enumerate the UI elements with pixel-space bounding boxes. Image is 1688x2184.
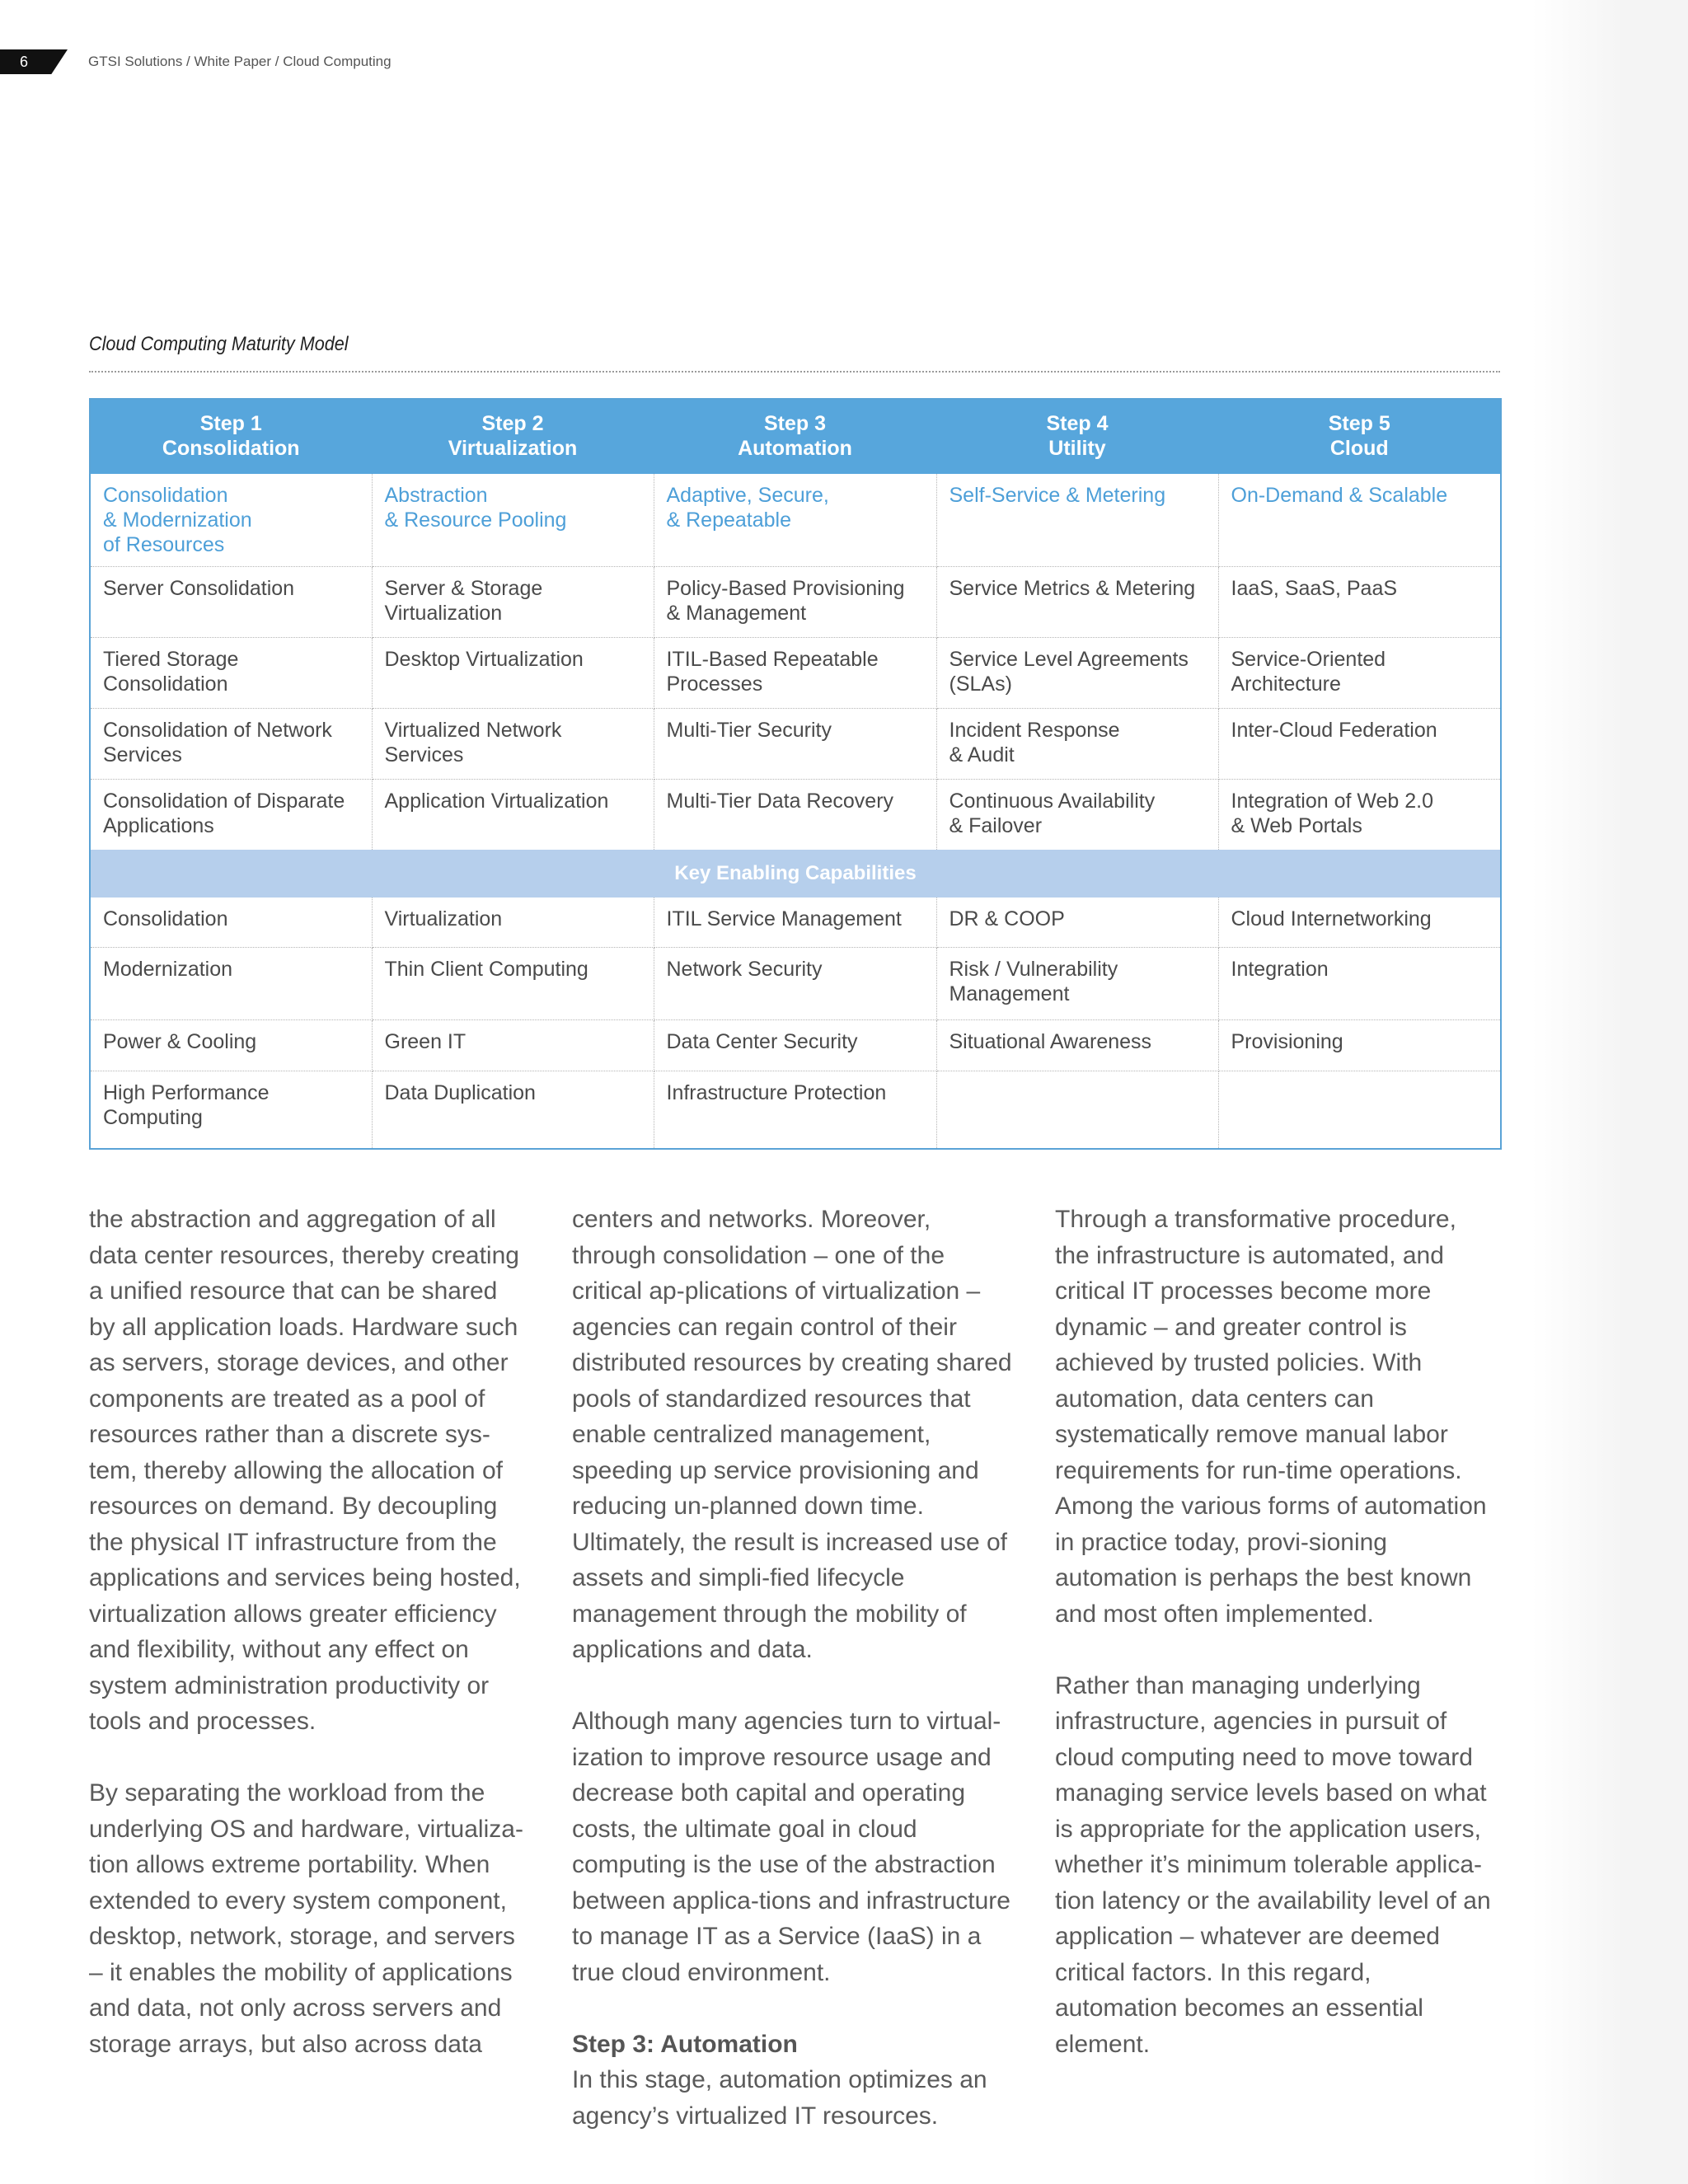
table-cell: Incident Response & Audit: [936, 708, 1218, 779]
table-cell: Service-Oriented Architecture: [1218, 637, 1501, 708]
theme-cell: Abstraction & Resource Pooling: [372, 473, 654, 566]
table-cell: Continuous Availability & Failover: [936, 779, 1218, 850]
table-cell: IaaS, SaaS, PaaS: [1218, 566, 1501, 637]
key-capabilities-label: Key Enabling Capabilities: [90, 851, 1501, 898]
table-cell: Multi-Tier Security: [654, 708, 936, 779]
table-cell: Tiered Storage Consolidation: [90, 637, 372, 708]
caption-divider: [89, 371, 1500, 373]
capability-row: [90, 948, 1501, 1020]
page-number-tab: [0, 49, 68, 74]
theme-cell: Adaptive, Secure, & Repeatable: [654, 473, 936, 566]
table-cell: Service Metrics & Metering: [936, 566, 1218, 637]
section-subhead: Step 3: Automation: [572, 2030, 798, 2058]
page-number: 6: [20, 54, 29, 70]
body-column-3: [1055, 1202, 1496, 2062]
capability-cell: [936, 1071, 1218, 1149]
capability-cell: Provisioning: [1218, 1020, 1501, 1071]
paragraph-text: In this stage, automation optimizes an agency’s virtualized IT resources.: [572, 2066, 987, 2130]
capability-cell: [1218, 1071, 1501, 1149]
paragraph: Through a transformative procedure, the infrastructure is automated, and critical IT processes become more dynamic – and greater control is achieved by trusted policies. With automation, data centers can systematically remove manual labor requirements for run-time operations. Among the various forms of automation in practice today, provi-sioning automation is perhaps the best known and most often implemented.: [1055, 1206, 1487, 1628]
body-column-1: [89, 1202, 530, 2062]
capability-cell: Risk / Vulnerability Management: [936, 948, 1218, 1020]
capability-cell: High Performance Computing: [90, 1071, 372, 1149]
table-row: [90, 637, 1501, 708]
capability-cell: ITIL Service Management: [654, 898, 936, 948]
body-column-2: [572, 1202, 1013, 2134]
table-row: [90, 708, 1501, 779]
page-edge-shade: [1531, 0, 1688, 2184]
capability-cell: Situational Awareness: [936, 1020, 1218, 1071]
table-row: [90, 566, 1501, 637]
key-capabilities-row: [90, 851, 1501, 898]
theme-row: [90, 473, 1501, 566]
capability-row: [90, 898, 1501, 948]
table-cell: Virtualized Network Services: [372, 708, 654, 779]
capability-row: [90, 1071, 1501, 1149]
capability-cell: Green IT: [372, 1020, 654, 1071]
table-cell: Server Consolidation: [90, 566, 372, 637]
capability-cell: Network Security: [654, 948, 936, 1020]
table-cell: Inter-Cloud Federation: [1218, 708, 1501, 779]
figure-caption: Cloud Computing Maturity Model: [89, 333, 349, 355]
table-cell: Server & Storage Virtualization: [372, 566, 654, 637]
capability-cell: Cloud Internetworking: [1218, 898, 1501, 948]
capability-cell: Data Center Security: [654, 1020, 936, 1071]
capability-row: [90, 1020, 1501, 1071]
table-cell: Application Virtualization: [372, 779, 654, 850]
paragraph: By separating the workload from the underlying OS and hardware, virtualiza-tion allows extreme portability. When extended to every system component, desktop, network, storage, and servers – it enables the mobility of applications and data, not only across servers and storage arrays, but also across data: [89, 1779, 523, 2058]
capability-cell: Virtualization: [372, 898, 654, 948]
step-header: Step 2 Virtualization: [372, 399, 654, 473]
table-cell: Service Level Agreements (SLAs): [936, 637, 1218, 708]
table-cell: Policy-Based Provisioning & Management: [654, 566, 936, 637]
step-header: Step 3 Automation: [654, 399, 936, 473]
table-cell: Consolidation of Disparate Applications: [90, 779, 372, 850]
capability-cell: DR & COOP: [936, 898, 1218, 948]
paragraph: centers and networks. Moreover, through consolidation – one of the critical ap-plications of virtualization – agencies can regain control of their distributed resources by creating shared pools of standardized resources that enable centralized management, speeding up service provisioning and reducing un-planned down time. Ultimately, the result is increased use of assets and simpli-fied lifecycle management through the mobility of applications and data.: [572, 1206, 1012, 1663]
theme-cell: Consolidation & Modernization of Resources: [90, 473, 372, 566]
maturity-model-table: [89, 398, 1502, 1150]
paragraph: Rather than managing underlying infrastructure, agencies in pursuit of cloud computing need to move toward managing service levels based on what is appropriate for the application users, whether it’s minimum tolerable applica-tion latency or the availability level of an application – whatever are deemed critical factors. In this regard, automation becomes an essential element.: [1055, 1671, 1491, 2058]
table-cell: Multi-Tier Data Recovery: [654, 779, 936, 850]
paragraph-with-subhead: [572, 2027, 1013, 2135]
table-cell: ITIL-Based Repeatable Processes: [654, 637, 936, 708]
step-header: Step 5 Cloud: [1218, 399, 1501, 473]
capability-cell: Data Duplication: [372, 1071, 654, 1149]
table-cell: Consolidation of Network Services: [90, 708, 372, 779]
capability-cell: Infrastructure Protection: [654, 1071, 936, 1149]
capability-cell: Power & Cooling: [90, 1020, 372, 1071]
table-row: [90, 779, 1501, 850]
theme-cell: On-Demand & Scalable: [1218, 473, 1501, 566]
table-header-row: [90, 399, 1501, 473]
step-header: Step 4 Utility: [936, 399, 1218, 473]
theme-cell: Self-Service & Metering: [936, 473, 1218, 566]
capability-cell: Thin Client Computing: [372, 948, 654, 1020]
table-cell: Integration of Web 2.0 & Web Portals: [1218, 779, 1501, 850]
step-header: Step 1 Consolidation: [90, 399, 372, 473]
paragraph: the abstraction and aggregation of all data center resources, thereby creating a unified resource that can be shared by all application loads. Hardware such as servers, storage devices, and other components are treated as a pool of resources rather than a discrete sys-tem, thereby allowing the allocation of resources on demand. By decoupling the physical IT infrastructure from the applications and services being hosted, virtualization allows greater efficiency and flexibility, without any effect on system administration productivity or tools and processes.: [89, 1206, 521, 1735]
capability-cell: Consolidation: [90, 898, 372, 948]
table-cell: Desktop Virtualization: [372, 637, 654, 708]
capability-cell: Integration: [1218, 948, 1501, 1020]
capability-cell: Modernization: [90, 948, 372, 1020]
running-head: GTSI Solutions / White Paper / Cloud Computing: [88, 54, 392, 69]
paragraph: Although many agencies turn to virtual-ization to improve resource usage and decrease both capital and operating costs, the ultimate goal in cloud computing is the use of the abstraction between applica-tions and infrastructure to manage IT as a Service (IaaS) in a true cloud environment.: [572, 1708, 1010, 1986]
